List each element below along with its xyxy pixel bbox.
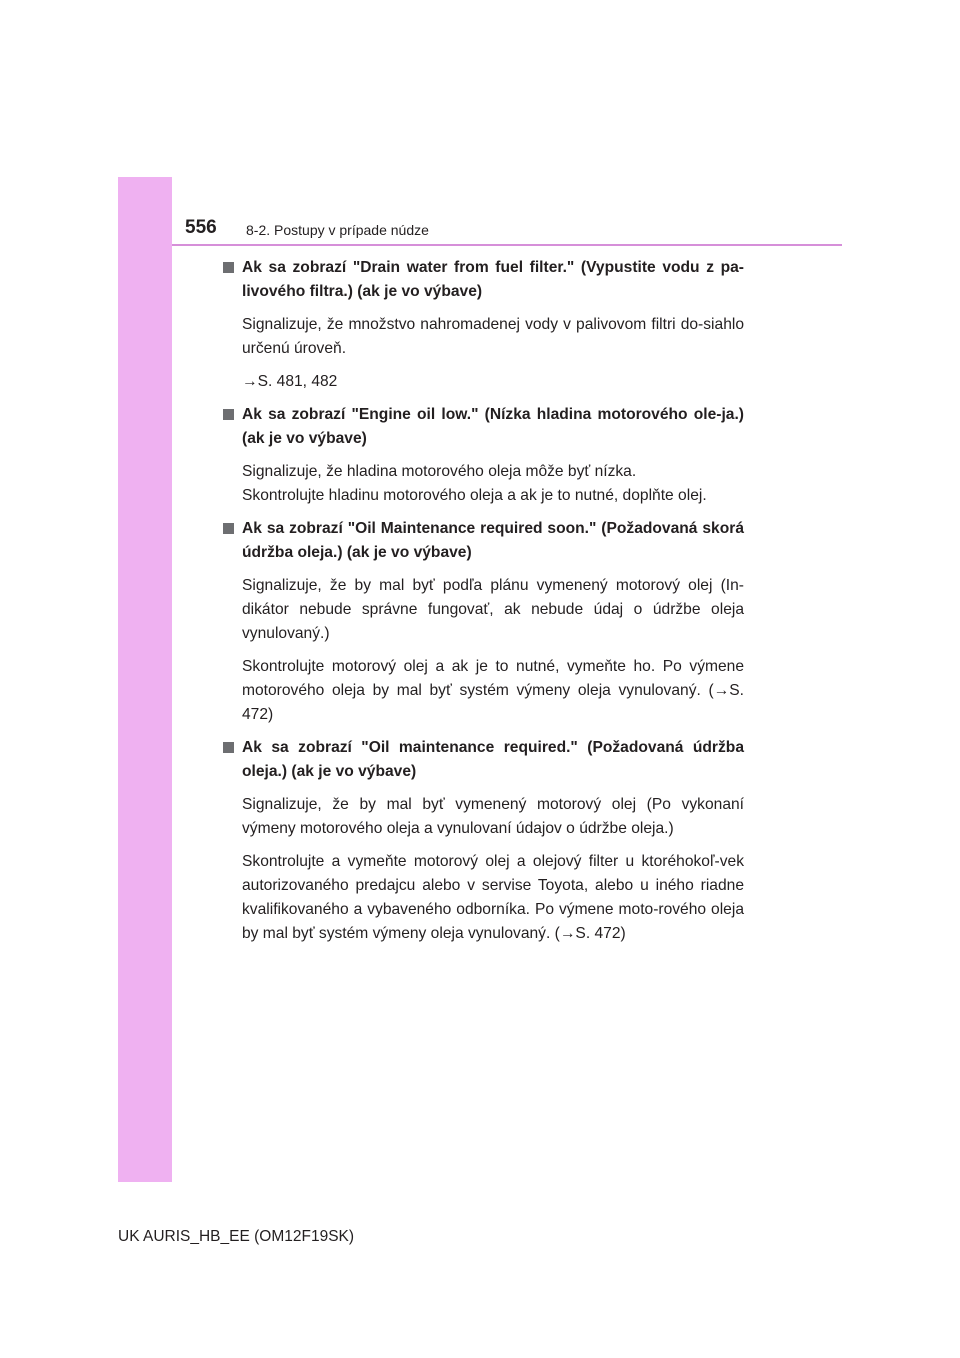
item-heading-text: Ak sa zobrazí "Drain water from fuel filter." (Vypustite vodu z pa-livového filtra.) (ak je vo výbave) bbox=[242, 259, 744, 300]
square-bullet-icon bbox=[223, 409, 234, 420]
section-title: 8-2. Postupy v prípade núdze bbox=[246, 222, 429, 238]
item-heading-engine-oil-low bbox=[222, 403, 744, 451]
item-instruction: Skontrolujte a vymeňte motorový olej a olejový filter u ktoréhokoľ-vek autorizovaného predajcu alebo v servise Toyota, alebo u iného riadne kvalifikovaného a vybaveného odborníka. Po výmene moto-rového oleja by mal byť systém výmeny oleja vynulovaný. (→S. 472) bbox=[242, 853, 744, 942]
item-heading-text: Ak sa zobrazí "Oil Maintenance required soon." (Požadovaná skorá údržba oleja.) (ak je vo výbave) bbox=[242, 520, 744, 561]
item-heading-oil-maintenance-soon bbox=[222, 517, 744, 565]
item-heading-text: Ak sa zobrazí "Engine oil low." (Nízka hladina motorového ole-ja.) (ak je vo výbave) bbox=[242, 406, 744, 447]
square-bullet-icon bbox=[223, 742, 234, 753]
item-heading-oil-maintenance-required bbox=[222, 736, 744, 784]
item-instruction: Skontrolujte motorový olej a ak je to nutné, vymeňte ho. Po výmene motorového oleja by mal byť systém výmeny oleja vynulovaný. (→S. 472) bbox=[242, 658, 744, 723]
chapter-tab-strip bbox=[118, 177, 172, 1182]
page-reference: →S. 481, 482 bbox=[242, 373, 338, 390]
item-description: Signalizuje, že hladina motorového oleja môže byť nízka. bbox=[242, 463, 637, 480]
item-heading-text: Ak sa zobrazí "Oil maintenance required." (Požadovaná údržba oleja.) (ak je vo výbave) bbox=[242, 739, 744, 780]
page-number: 556 bbox=[185, 217, 217, 238]
square-bullet-icon bbox=[223, 262, 234, 273]
item-description: Signalizuje, že by mal byť vymenený motorový olej (Po vykonaní výmeny motorového oleja a vynulovaní údajov o údržbe oleja.) bbox=[242, 796, 744, 837]
item-heading-drain-water bbox=[222, 256, 744, 304]
item-description: Signalizuje, že by mal byť podľa plánu vymenený motorový olej (In-dikátor nebude správne fungovať, ak nebude údaj o údržbe oleja vynulovaný.) bbox=[242, 577, 744, 642]
square-bullet-icon bbox=[223, 523, 234, 534]
document-code: UK AURIS_HB_EE (OM12F19SK) bbox=[118, 1228, 355, 1245]
item-description: Signalizuje, že množstvo nahromadenej vody v palivovom filtri do-siahlo určenú úroveň. bbox=[242, 316, 744, 357]
item-instruction: Skontrolujte hladinu motorového oleja a ak je to nutné, doplňte olej. bbox=[242, 487, 707, 504]
header-divider bbox=[172, 244, 842, 246]
page-content bbox=[222, 256, 744, 955]
